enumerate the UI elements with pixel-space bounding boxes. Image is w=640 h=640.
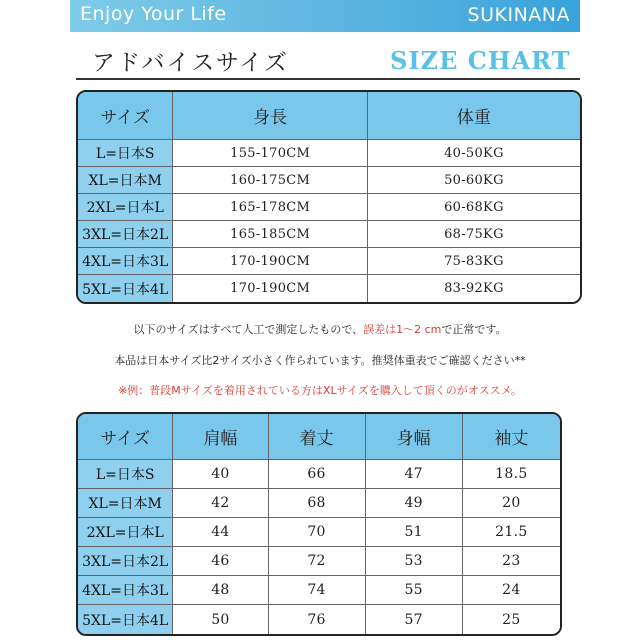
header-length: 着丈: [269, 414, 366, 460]
table-row: [78, 140, 580, 167]
banner-brand-name: SUKINANA: [467, 4, 570, 26]
weight-cell: 68-75KG: [368, 221, 580, 248]
sleeve-cell: 18.5: [463, 460, 560, 489]
length-cell: 66: [269, 460, 366, 489]
banner-slogan: Enjoy Your Life: [80, 3, 227, 25]
shoulder-cell: 44: [173, 518, 268, 547]
table-row: [78, 275, 580, 302]
shoulder-cell: 42: [173, 489, 268, 518]
size-cell: 5XL=日本4L: [78, 275, 173, 302]
brand-banner: [70, 0, 580, 32]
table-row: [78, 194, 580, 221]
header-height: 身長: [173, 92, 367, 140]
weight-cell: 40-50KG: [368, 140, 580, 167]
table-row: [78, 576, 560, 605]
header-shoulder: 肩幅: [173, 414, 268, 460]
page-title-jp: アドバイスサイズ: [92, 50, 290, 76]
title-divider: [76, 78, 580, 80]
height-cell: 165-185CM: [173, 221, 367, 248]
header-weight: 体重: [368, 92, 580, 140]
length-cell: 76: [269, 605, 366, 634]
header-size: サイズ: [78, 92, 173, 140]
chest-cell: 51: [366, 518, 463, 547]
sizing-note: 本品は日本サイズ比2サイズ小さく作られています。推奨体重表でご確認ください**: [114, 354, 526, 367]
size-cell: 2XL=日本L: [78, 194, 173, 221]
length-cell: 74: [269, 576, 366, 605]
header-sleeve: 袖丈: [463, 414, 560, 460]
table-row: [78, 489, 560, 518]
size-cell: 3XL=日本2L: [78, 547, 173, 576]
height-cell: 155-170CM: [173, 140, 367, 167]
weight-cell: 50-60KG: [368, 167, 580, 194]
shoulder-cell: 40: [173, 460, 268, 489]
size-cell: L=日本S: [78, 140, 173, 167]
chest-cell: 47: [366, 460, 463, 489]
length-cell: 68: [269, 489, 366, 518]
table-header-row: [78, 92, 580, 140]
table-row: [78, 167, 580, 194]
garment-size-table: [76, 412, 562, 636]
sleeve-cell: 23: [463, 547, 560, 576]
weight-cell: 60-68KG: [368, 194, 580, 221]
sleeve-cell: 21.5: [463, 518, 560, 547]
size-cell: 3XL=日本2L: [78, 221, 173, 248]
shoulder-cell: 50: [173, 605, 268, 634]
table-row: [78, 460, 560, 489]
height-cell: 165-178CM: [173, 194, 367, 221]
tolerance-note: 誤差は1～2 cm: [363, 323, 442, 336]
sleeve-cell: 24: [463, 576, 560, 605]
header-size: サイズ: [78, 414, 173, 460]
table-row: [78, 518, 560, 547]
table-header-row: [78, 414, 560, 460]
height-cell: 170-190CM: [173, 275, 367, 302]
chest-cell: 57: [366, 605, 463, 634]
size-cell: 5XL=日本4L: [78, 605, 173, 634]
size-cell: XL=日本M: [78, 167, 173, 194]
size-cell: 4XL=日本3L: [78, 248, 173, 275]
measurement-note-text: 以下のサイズはすべて人工で測定したもので、: [133, 323, 364, 336]
table-row: [78, 221, 580, 248]
shoulder-cell: 48: [173, 576, 268, 605]
height-cell: 160-175CM: [173, 167, 367, 194]
measurement-note: [0, 321, 640, 337]
table-row: [78, 605, 560, 634]
header-chest: 身幅: [366, 414, 463, 460]
length-cell: 72: [269, 547, 366, 576]
height-cell: 170-190CM: [173, 248, 367, 275]
measurement-note-tail: で正常です。: [441, 323, 507, 336]
table-row: [78, 248, 580, 275]
body-size-table: [76, 90, 582, 304]
chest-cell: 53: [366, 547, 463, 576]
sleeve-cell: 25: [463, 605, 560, 634]
chest-cell: 49: [366, 489, 463, 518]
size-cell: XL=日本M: [78, 489, 173, 518]
size-cell: 2XL=日本L: [78, 518, 173, 547]
length-cell: 70: [269, 518, 366, 547]
size-cell: L=日本S: [78, 460, 173, 489]
shoulder-cell: 46: [173, 547, 268, 576]
page-title-en: SIZE CHART: [390, 46, 571, 75]
weight-cell: 75-83KG: [368, 248, 580, 275]
chest-cell: 55: [366, 576, 463, 605]
sleeve-cell: 20: [463, 489, 560, 518]
weight-cell: 83-92KG: [368, 275, 580, 302]
table-row: [78, 547, 560, 576]
example-note: ※例：普段Mサイズを着用されている方はXLサイズを購入して頂くのがオススメ。: [118, 384, 522, 397]
size-cell: 4XL=日本3L: [78, 576, 173, 605]
